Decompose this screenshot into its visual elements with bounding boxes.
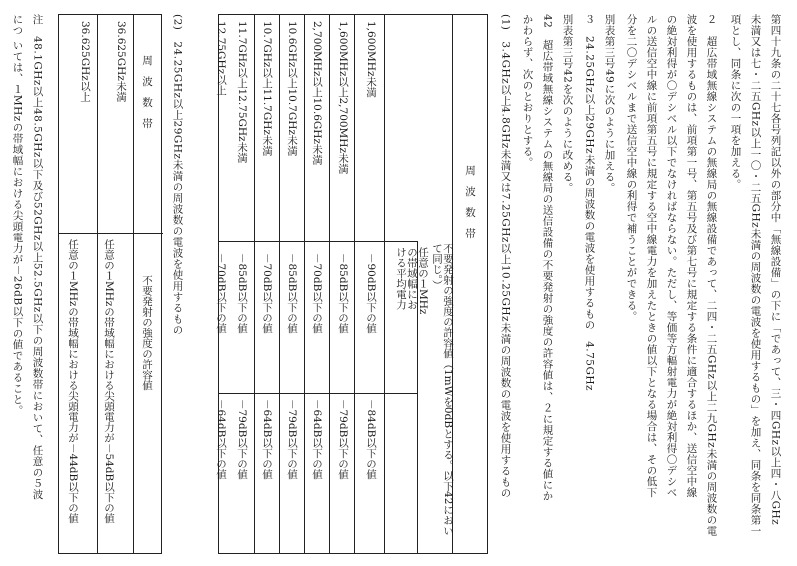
table-row-avg: －85dB以下の値 — [236, 253, 249, 334]
text-line: (2) 24.25GHz以上29GHz未満の周波数の電波を使用するもの — [171, 14, 184, 336]
text-line: かわらず、次のとおりとする。 — [521, 14, 534, 168]
table-row-avg: －85dB以下の値 — [286, 253, 299, 334]
note-line: 注 48.1GHz以上48.5GHz以下及び52GHz以上52.5GHz以下の周波数帯において、任意の５波 — [31, 14, 44, 500]
text-line: ルの送信空中線に前項第五号に規定する空中線電力を加えたときの値以下となる場合は、その低下 — [645, 14, 658, 498]
table2-header-freq: 周 波 数 帯 — [141, 55, 154, 129]
table1-header-avg: 任意の１MHzの帯域幅における平均電力 — [395, 247, 430, 315]
text-line: 別表第三号42を次のように改める。 — [561, 14, 574, 194]
table1-header-allowance: 不要発射の強度の許容値（1mWを0dBとする。以下42において同じ。） — [431, 243, 455, 536]
table-row-freq: 12.75GHz以上 — [215, 21, 228, 96]
table-row-peak: －64dB以下の値 — [261, 399, 274, 480]
table-row-freq: 11.7GHz以上12.75GHz未満 — [236, 21, 249, 163]
emission-table-2 — [58, 14, 162, 554]
table-row-avg: －70dB以下の値 — [215, 253, 228, 334]
text-line: 別表第三号49に次のように加える。 — [603, 14, 616, 194]
table-row-peak: －84dB以下の値 — [365, 399, 378, 480]
table-row-peak: －79dB以下の値 — [286, 399, 299, 480]
table-row-avg: －70dB以下の値 — [261, 253, 274, 334]
text-line: 波を使用するものは、前項第一号、第五号及び第七号に規定する条件に適合するほか、送信空中線 — [685, 14, 698, 498]
text-line: 項とし、同条に次の一項を加える。 — [729, 14, 742, 190]
table-row-peak: －64dB以下の値 — [311, 399, 324, 480]
table-row-peak: －79dB以下の値 — [236, 399, 249, 480]
table-row-avg: －90dB以下の値 — [365, 253, 378, 334]
text-line: 分を二〇デシベルまで送信空中線の利得で補うことができる。 — [625, 14, 638, 322]
table-row-peak: －64dB以下の値 — [215, 399, 228, 480]
table-row-avg: －70dB以下の値 — [311, 253, 324, 334]
table-row-freq: 10.6GHz以上10.7GHz未満 — [286, 21, 299, 156]
table-row-freq: 1,600MHz未満 — [365, 21, 378, 98]
table-row-freq: 10.7GHz以上11.7GHz未満 — [261, 21, 274, 156]
text-line: 未満又は七・二五GHz以上一〇・二五GHz未満の周波数の電波を使用するもの」を加え、同条を同条第一 — [749, 14, 762, 537]
table-row-value: 任意の１MHzの帯域幅における尖頭電力が－54dB以下の値 — [103, 239, 116, 524]
table-row-freq: 1,600MHz以上2,700MHz未満 — [337, 21, 350, 174]
table-row-freq: 36.625GHz未満 — [115, 21, 128, 102]
emission-table-1 — [215, 14, 488, 554]
text-line: の絶対利得が〇デシベル以下でなければならない。ただし、等価等方輻射電力が絶対利得〇デシベ — [665, 14, 678, 498]
text-line: ２ 超広帯域無線システムの無線局の無線設備であって、二四・二五GHz以上二九GHz未満の周波数の電 — [705, 14, 718, 537]
table-row-freq: 36.625GHz以上 — [79, 21, 92, 102]
table-row-value: 任意の１MHzの帯域幅における尖頭電力が－44dB以下の値 — [67, 239, 80, 524]
text-line: ３ 24.25GHz以上29GHz未満の周波数の電波を使用するもの 4.75GHz — [583, 14, 596, 392]
table1-header-freq: 周 波 数 帯 — [464, 165, 476, 239]
table-row-avg: －85dB以下の値 — [337, 253, 350, 334]
text-line: (1) 3.4GHz以上4.8GHz未満又は7.25GHz以上10.25GHz未満の周波数の電波を使用するもの — [499, 14, 512, 499]
text-line: 42 超広帯域無線システムの無線局の送信設備の不要発射の強度の許容値は、２に規定する値にか — [541, 14, 554, 502]
note-line: につ いては、１MHzの帯域幅における尖頭電力が－26dB以下の値であること。 — [11, 14, 24, 416]
table2-header-allowance: 不要発射の強度の許容値 — [141, 275, 154, 391]
table-row-peak: －79dB以下の値 — [337, 399, 350, 480]
text-line: 第四十九条の二十七各号列記以外の部分中「無線設備」の下に「であって、三・四GHz以上四・八GHz — [769, 14, 782, 526]
table-row-freq: 2,700MHz以上10.6GHz未満 — [311, 21, 324, 165]
